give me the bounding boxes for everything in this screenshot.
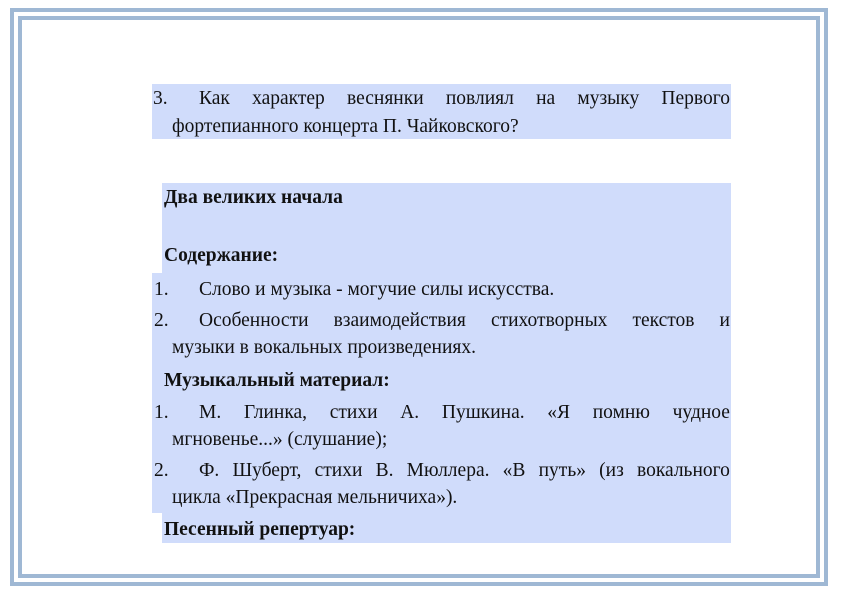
section-title: Два великих начала [164, 187, 343, 208]
material-item-1-number: 1. [154, 402, 169, 423]
material-item-2-line-1: Ф. Шуберт, стихи В. Мюллера. «В путь» (из вокального [199, 460, 730, 481]
material-item-2-line-2: цикла «Прекрасная мельничиха»). [172, 487, 458, 508]
material-item-2-number: 2. [154, 460, 169, 481]
content-item-2-number: 2. [154, 310, 169, 331]
question-line-2: фортепианного концерта П. Чайковского? [172, 116, 519, 137]
content-heading: Содержание: [164, 245, 279, 266]
content-item-1-text: Слово и музыка - могучие силы искусства. [199, 279, 555, 300]
question-number: 3. [153, 88, 168, 109]
question-line-1: Как характер веснянки повлиял на музыку Первого [199, 88, 730, 109]
content-item-1-number: 1. [154, 279, 169, 300]
content-item-2-line-2: музыки в вокальных произведениях. [172, 337, 476, 358]
repertoire-heading: Песенный репертуар: [164, 519, 356, 540]
material-item-1-line-2: мгновенье...» (слушание); [172, 429, 388, 450]
content-item-2-line-1: Особенности взаимодействия стихотворных текстов и [199, 310, 730, 331]
material-heading: Музыкальный материал: [164, 370, 390, 391]
material-item-1-line-1: М. Глинка, стихи А. Пушкина. «Я помню чудное [199, 402, 730, 423]
